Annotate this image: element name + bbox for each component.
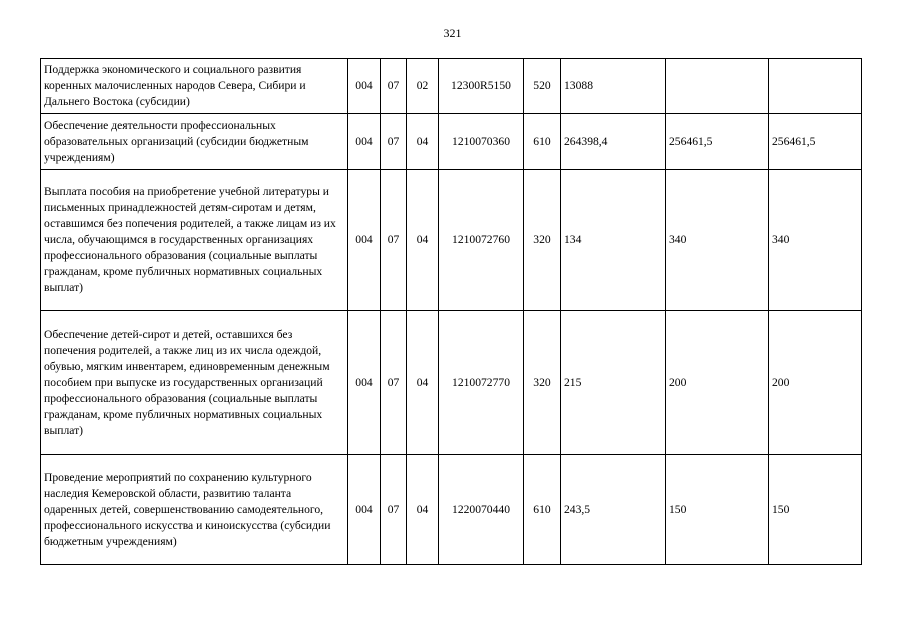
target-article-code: 12300R5150 xyxy=(439,59,524,114)
table-row xyxy=(41,455,862,565)
admin-code: 004 xyxy=(348,311,381,455)
subsection-code: 04 xyxy=(407,170,439,311)
section-code: 07 xyxy=(381,59,407,114)
amount-year2: 256461,5 xyxy=(666,114,769,170)
expense-type-code: 320 xyxy=(524,170,561,311)
amount-year1: 264398,4 xyxy=(561,114,666,170)
budget-table xyxy=(40,58,862,565)
table-row xyxy=(41,170,862,311)
amount-year3: 200 xyxy=(769,311,862,455)
admin-code: 004 xyxy=(348,114,381,170)
expense-type-code: 320 xyxy=(524,311,561,455)
amount-year2: 340 xyxy=(666,170,769,311)
amount-year3: 256461,5 xyxy=(769,114,862,170)
table-row xyxy=(41,59,862,114)
amount-year1: 134 xyxy=(561,170,666,311)
subsection-code: 02 xyxy=(407,59,439,114)
row-description: Выплата пособия на приобретение учебной литературы и письменных принадлежностей детям-сиротам и детям, оставшимся без попечения родителей, а также лицам из их числа, обучающимся в государственных организациях профессионального образования (социальные выплаты гражданам, кроме публичных нормативных социальных выплат) xyxy=(41,170,348,311)
row-description: Обеспечение детей-сирот и детей, оставшихся без попечения родителей, а также лиц из их числа одеждой, обувью, мягким инвентарем, единовременным денежным пособием при выпуске из государственных организаций профессионального образования (социальные выплаты гражданам, кроме публичных нормативных социальных выплат) xyxy=(41,311,348,455)
section-code: 07 xyxy=(381,455,407,565)
section-code: 07 xyxy=(381,170,407,311)
target-article-code: 1210072760 xyxy=(439,170,524,311)
section-code: 07 xyxy=(381,311,407,455)
row-description: Поддержка экономического и социального развития коренных малочисленных народов Севера, Сибири и Дальнего Востока (субсидии) xyxy=(41,59,348,114)
amount-year3: 340 xyxy=(769,170,862,311)
admin-code: 004 xyxy=(348,170,381,311)
table-row xyxy=(41,114,862,170)
amount-year3: 150 xyxy=(769,455,862,565)
subsection-code: 04 xyxy=(407,114,439,170)
target-article-code: 1210070360 xyxy=(439,114,524,170)
expense-type-code: 520 xyxy=(524,59,561,114)
expense-type-code: 610 xyxy=(524,455,561,565)
amount-year2: 150 xyxy=(666,455,769,565)
amount-year1: 215 xyxy=(561,311,666,455)
admin-code: 004 xyxy=(348,59,381,114)
page-number: 321 xyxy=(443,26,462,40)
amount-year2: 200 xyxy=(666,311,769,455)
amount-year2 xyxy=(666,59,769,114)
amount-year3 xyxy=(769,59,862,114)
expense-type-code: 610 xyxy=(524,114,561,170)
target-article-code: 1220070440 xyxy=(439,455,524,565)
amount-year1: 243,5 xyxy=(561,455,666,565)
table-row xyxy=(41,311,862,455)
section-code: 07 xyxy=(381,114,407,170)
row-description: Обеспечение деятельности профессиональных образовательных организаций (субсидии бюджетным учреждениям) xyxy=(41,114,348,170)
subsection-code: 04 xyxy=(407,455,439,565)
amount-year1: 13088 xyxy=(561,59,666,114)
row-description: Проведение мероприятий по сохранению культурного наследия Кемеровской области, развитию таланта одаренных детей, совершенствованию самодеятельного, профессионального искусства и киноискусства (субсидии бюджетным учреждениям) xyxy=(41,455,348,565)
target-article-code: 1210072770 xyxy=(439,311,524,455)
admin-code: 004 xyxy=(348,455,381,565)
subsection-code: 04 xyxy=(407,311,439,455)
